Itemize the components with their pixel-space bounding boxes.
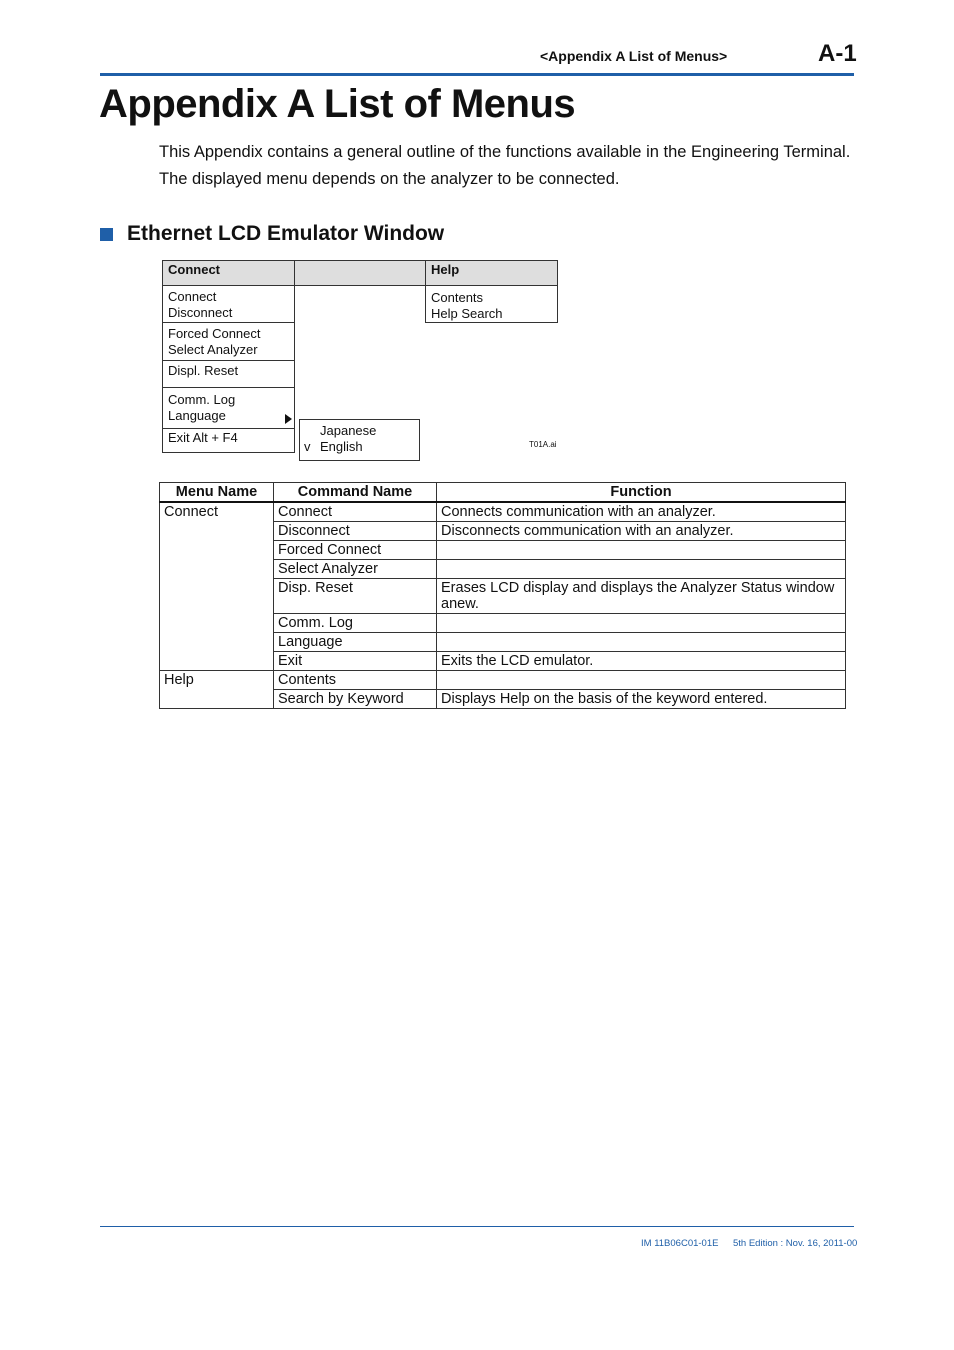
figure-id: T01A.ai: [529, 440, 557, 449]
command-cell: Select Analyzer: [274, 560, 437, 579]
page-number: A-1: [818, 40, 857, 67]
function-cell: [437, 560, 846, 579]
menu-name-cell: Connect: [160, 502, 274, 671]
function-cell: [437, 633, 846, 652]
menu-item-connect: Connect: [168, 289, 217, 304]
column-header-menu-name: Menu Name: [160, 483, 274, 503]
command-cell: Forced Connect: [274, 541, 437, 560]
edition-info: 5th Edition : Nov. 16, 2011-00: [733, 1238, 858, 1249]
check-mark-icon: v: [304, 439, 311, 454]
menu-item-comm-log: Comm. Log: [168, 392, 236, 407]
command-cell: Exit: [274, 652, 437, 671]
submenu-item-english: English: [320, 439, 363, 454]
menu-group-exit: [162, 428, 295, 453]
menu-item-forced-connect: Forced Connect: [168, 326, 261, 341]
menu-header-connect-label: Connect: [168, 262, 220, 277]
menu-command-table: [159, 482, 846, 709]
function-cell: [437, 671, 846, 690]
menu-group-help: [425, 285, 558, 323]
document-id: IM 11B06C01-01E: [641, 1238, 719, 1249]
menu-item-disconnect: Disconnect: [168, 305, 233, 320]
section-title: Ethernet LCD Emulator Window: [127, 222, 445, 245]
intro-line-2: The displayed menu depends on the analyzer to be connected.: [159, 170, 620, 188]
menu-group-log: [162, 387, 295, 429]
menu-item-contents: Contents: [431, 290, 484, 305]
function-cell: Erases LCD display and displays the Analyzer Status window anew.: [437, 579, 846, 614]
table-row: [160, 671, 846, 690]
table-header-row: [160, 483, 846, 503]
submenu-arrow-icon: [285, 414, 292, 424]
menu-header-connect: [162, 260, 295, 286]
page-title: Appendix A List of Menus: [99, 82, 576, 126]
menu-header-help: [425, 260, 558, 286]
menu-group-forced: [162, 322, 295, 361]
intro-line-1: This Appendix contains a general outline of the functions available in the Engineering Terminal.: [159, 143, 851, 161]
table-row: [160, 502, 846, 522]
command-cell: Connect: [274, 502, 437, 522]
command-cell: Search by Keyword: [274, 690, 437, 709]
function-cell: Disconnects communication with an analyzer.: [437, 522, 846, 541]
function-cell: [437, 541, 846, 560]
command-cell: Disconnect: [274, 522, 437, 541]
command-cell: Contents: [274, 671, 437, 690]
square-bullet-icon: [100, 228, 113, 241]
command-cell: Comm. Log: [274, 614, 437, 633]
footer-rule: [100, 1226, 854, 1227]
command-cell: Disp. Reset: [274, 579, 437, 614]
column-header-function: Function: [437, 483, 846, 503]
function-cell: Displays Help on the basis of the keyword entered.: [437, 690, 846, 709]
menu-header-blank: [294, 260, 426, 286]
language-submenu: [299, 419, 420, 461]
menu-name-cell: Help: [160, 671, 274, 709]
function-cell: [437, 614, 846, 633]
function-cell: Exits the LCD emulator.: [437, 652, 846, 671]
intro-paragraph: [159, 139, 850, 193]
menu-item-help-search: Help Search: [431, 306, 503, 321]
menu-group-connect: [162, 285, 295, 323]
command-cell: Language: [274, 633, 437, 652]
header-rule: [100, 73, 854, 76]
menu-item-language: Language: [168, 408, 226, 423]
function-cell: Connects communication with an analyzer.: [437, 502, 846, 522]
menu-item-select-analyzer: Select Analyzer: [168, 342, 258, 357]
column-header-command-name: Command Name: [274, 483, 437, 503]
menu-item-displ-reset: Displ. Reset: [168, 363, 239, 378]
menu-group-reset: [162, 360, 295, 388]
menu-header-help-label: Help: [431, 262, 460, 277]
running-header: <Appendix A List of Menus>: [540, 48, 728, 64]
submenu-item-japanese: Japanese: [320, 423, 377, 438]
menu-item-exit: Exit Alt + F4: [168, 430, 238, 445]
